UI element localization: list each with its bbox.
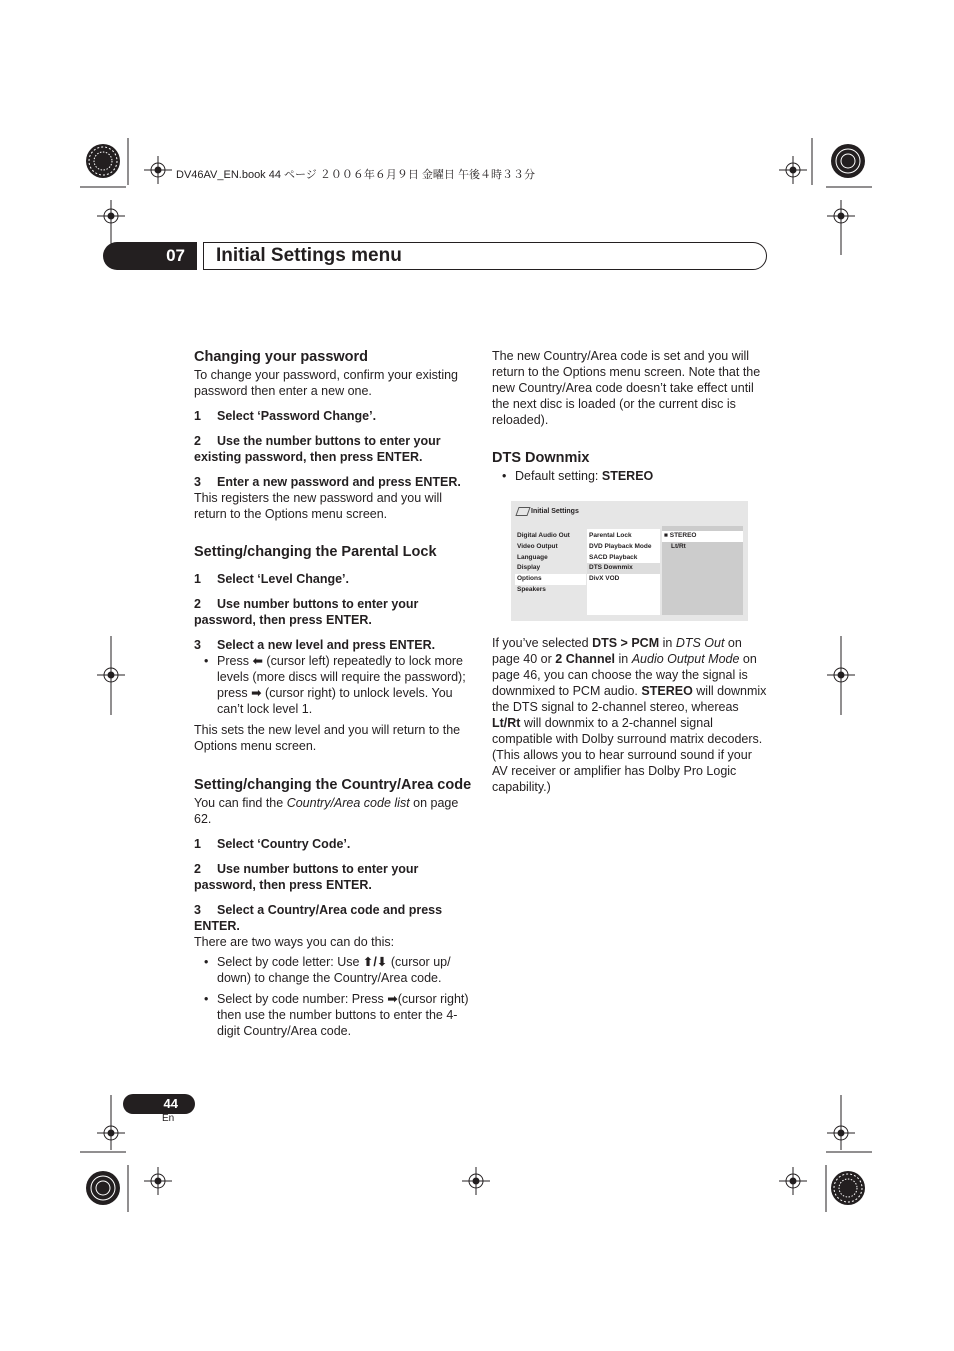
password-heading: Changing your password xyxy=(194,349,369,365)
chapter-number: 07 xyxy=(103,242,197,270)
osd-value: Lt/Rt xyxy=(671,542,686,550)
right-arrow-icon: ➡ xyxy=(251,686,262,700)
osd-menu-item: Language xyxy=(517,553,548,561)
password-step-3: 3 Enter a new password and press ENTER. xyxy=(194,475,461,489)
country-bullet-letter: • Select by code letter: Use ⬆/⬇ (cursor up/ down) to change the Country/Area code. xyxy=(194,954,472,986)
country-result-paragraph: The new Country/Area code is set and you will return to the Options menu screen. Note that the new Country/Area code doesn’t take effect until the next disc is loaded (or the current disc is reloaded). xyxy=(492,349,761,427)
parental-after: This sets the new level and you will return to the Options menu screen. xyxy=(194,723,461,753)
parental-step-1: 1 Select ‘Level Change’. xyxy=(194,572,349,586)
parental-step-2: 2 Use number buttons to enter your password, then press ENTER. xyxy=(194,597,419,627)
password-step-2: 2 Use the number buttons to enter your existing password, then press ENTER. xyxy=(194,434,441,464)
osd-submenu-item: SACD Playback xyxy=(589,553,638,561)
left-arrow-icon: ⬅ xyxy=(252,654,263,668)
osd-title: Initial Settings xyxy=(531,508,579,515)
password-intro: To change your password, confirm your existing password then enter a new one. xyxy=(194,368,459,398)
osd-menu-item: Speakers xyxy=(517,585,546,593)
right-column xyxy=(492,348,768,484)
chapter-title: Initial Settings menu xyxy=(203,242,767,270)
left-column xyxy=(194,348,472,1039)
osd-value-list xyxy=(662,526,743,615)
osd-value-selected: ■ STEREO xyxy=(662,531,743,542)
osd-menu-item: Digital Audio Out xyxy=(517,532,570,539)
disc-icon xyxy=(515,507,530,516)
osd-submenu-item: Parental Lock xyxy=(589,532,632,539)
osd-menu-item: Display xyxy=(517,564,541,572)
file-info: DV46AV_EN.book 44 ページ ２００６年６月９日 金曜日 午後４時３３分 xyxy=(176,169,535,181)
country-bullets xyxy=(194,954,472,1039)
country-step-1: 1 Select ‘Country Code’. xyxy=(194,837,351,851)
page-language: En xyxy=(162,1113,175,1124)
dts-default xyxy=(492,468,768,484)
osd-menu-item: Video Output xyxy=(517,542,558,550)
right-arrow-icon: ➡ xyxy=(387,992,398,1006)
osd-submenu-item: DivX VOD xyxy=(589,575,620,583)
dts-heading: DTS Downmix xyxy=(492,450,590,466)
country-heading: Setting/changing the Country/Area code xyxy=(194,777,472,793)
parental-heading: Setting/changing the Parental Lock xyxy=(194,544,437,560)
osd-screen xyxy=(511,501,748,621)
dts-paragraph: If you’ve selected DTS > PCM in DTS Out on page 40 or 2 Channel in Audio Output Mode on page 46, you can choose the way the signal is downmixed to PCM audio. STEREO will downmix the DTS signal to 2-channel stereo, whereas Lt/Rt will downmix to a 2-channel signal compatible with Dolby surround matrix decoders. (This allows you to hear surround sound if your AV receiver or amplifier has Dolby Pro Logic capability.) xyxy=(492,636,767,794)
up-down-arrow-icon: ⬆/⬇ xyxy=(362,955,388,969)
osd-submenu-item: DVD Playback Mode xyxy=(589,542,652,550)
osd-submenu-list xyxy=(587,529,660,615)
password-after: This registers the new password and you will return to the Options menu screen. xyxy=(194,491,443,521)
country-step-3: 3 Select a Country/Area code and press ENTER. xyxy=(194,903,443,933)
country-step-2: 2 Use number buttons to enter your password, then press ENTER. xyxy=(194,862,419,892)
parental-step-3: 3 Select a new level and press ENTER. xyxy=(194,638,436,652)
dts-explanation xyxy=(492,635,768,795)
country-bullet-number: • Select by code number: Press ➡(cursor right) then use the number buttons to enter the 4-digit Country/Area code. xyxy=(194,991,472,1039)
parental-bullet: • Press ⬅ (cursor left) repeatedly to lock more levels (more discs will require the password); press ➡ (cursor right) to unlock levels. You can’t lock level 1. xyxy=(194,653,472,717)
password-step-1: 1 Select ‘Password Change’. xyxy=(194,409,377,423)
page-number: 44 xyxy=(123,1094,195,1114)
parental-bullets xyxy=(194,653,472,717)
dts-default-item: • Default setting: STEREO xyxy=(492,468,768,484)
country-ways: There are two ways you can do this: xyxy=(194,935,395,949)
osd-menu-item-selected: Options xyxy=(515,574,586,585)
osd-menu-list xyxy=(515,531,586,596)
osd-submenu-item-selected: DTS Downmix xyxy=(587,563,660,574)
country-intro: You can find the Country/Area code list on page 62. xyxy=(194,796,459,826)
